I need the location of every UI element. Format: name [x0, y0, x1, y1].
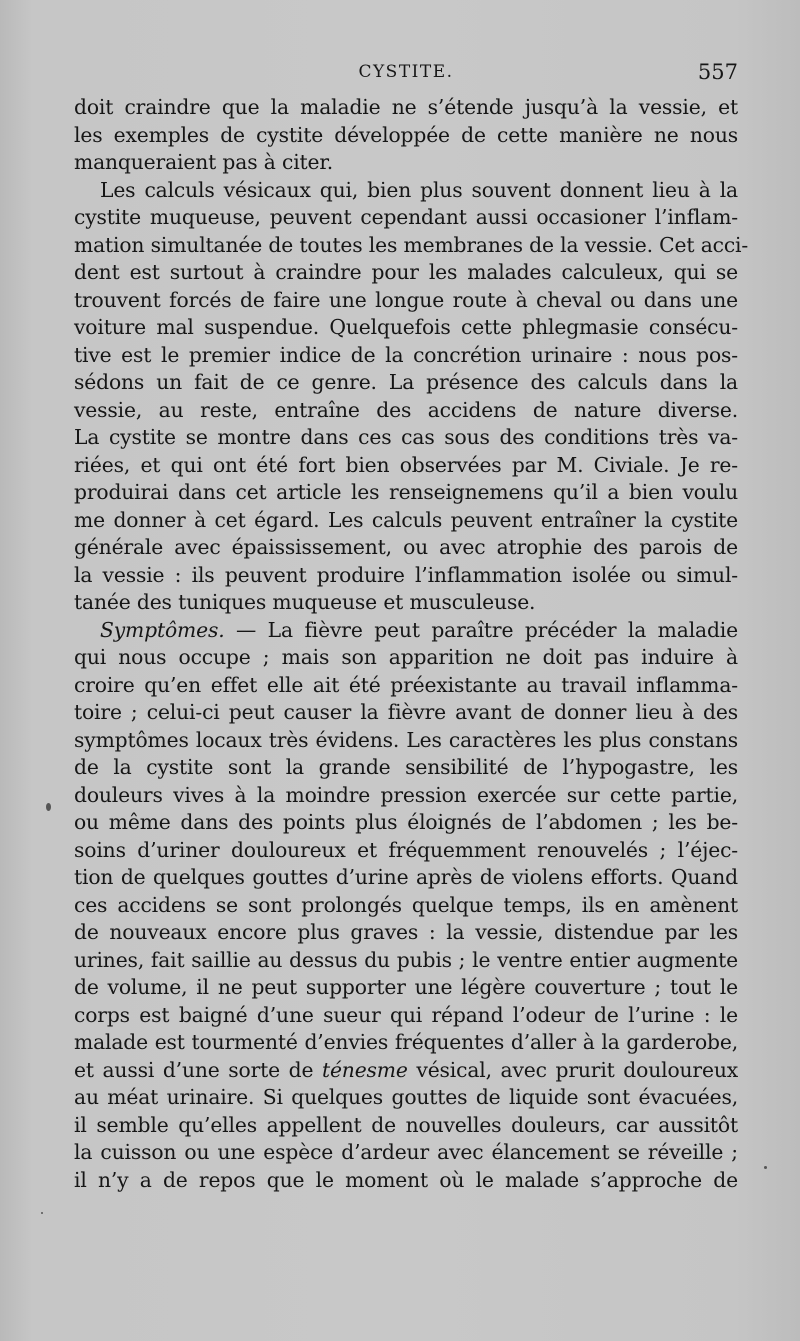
- text-line: il semble qu’elles appellent de nouvelles douleurs, car aussitôt: [74, 1112, 738, 1137]
- text-line: La cystite se montre dans ces cas sous des conditions très va-: [74, 425, 738, 449]
- text-line: malade est tourmenté d’envies fréquentes d’aller à la garderobe,: [74, 1030, 738, 1054]
- text-line: doit craindre que la maladie ne s’étende jusqu’à la vessie, et: [74, 95, 738, 119]
- text-line: manqueraient pas à citer.: [74, 150, 333, 174]
- text-line: soins d’uriner douloureux et fréquemment renouvelés ; l’éjec-: [74, 837, 738, 862]
- text-line: les exemples de cystite développée de cette manière ne nous: [74, 122, 738, 147]
- text-line: voiture mal suspendue. Quelquefois cette phlegmasie consécu-: [74, 315, 738, 339]
- text-line: ces accidens se sont prolongés quelque temps, ils en amènent: [74, 892, 738, 917]
- text-line: tion de quelques gouttes d’urine après de violens efforts. Quand: [74, 865, 738, 889]
- text-line: la cuisson ou une espèce d’ardeur avec élancement se réveille ;: [74, 1140, 738, 1164]
- text-line: toire ; celui-ci peut causer la fièvre avant de donner lieu à des: [74, 700, 738, 724]
- text-line: sédons un fait de ce genre. La présence des calculs dans la: [74, 370, 738, 394]
- text-line: trouvent forcés de faire une longue route à cheval ou dans une: [74, 287, 738, 312]
- text-line-rest: — La fièvre peut paraître précéder la maladie: [236, 617, 738, 642]
- page-number: 557: [697, 60, 738, 84]
- text-line: au méat urinaire. Si quelques gouttes de liquide sont évacuées,: [74, 1085, 738, 1109]
- text-line-end: vésical, avec prurit douloureux: [416, 1057, 739, 1082]
- text-line: de la cystite sont la grande sensibilité de l’hypogastre, les: [74, 755, 738, 779]
- text-line: riées, et qui ont été fort bien observées par M. Civiale. Je re-: [74, 452, 738, 477]
- body-text: [74, 94, 749, 1194]
- text-line: de nouveaux encore plus graves : la vessie, distendue par les: [74, 920, 738, 944]
- paper-speck: [41, 1212, 43, 1214]
- text-line: produirai dans cet article les renseignemens qu’il a bien voulu: [74, 480, 738, 504]
- text-line: mation simultanée de toutes les membranes de la vessie. Cet acci-: [74, 232, 749, 257]
- text-line: il n’y a de repos que le moment où le malade s’approche de: [74, 1167, 738, 1192]
- text-line: symptômes locaux très évidens. Les caractères les plus constans: [74, 727, 738, 752]
- text-line: croire qu’en effet elle ait été préexistante au travail inflamma-: [74, 672, 738, 697]
- page-header: [74, 60, 738, 88]
- text-line: urines, fait saillie au dessus du pubis ; le ventre entier augmente: [74, 947, 738, 972]
- text-line: me donner à cet égard. Les calculs peuvent entraîner la cystite: [74, 507, 738, 532]
- text-line: [74, 617, 738, 645]
- text-line: vessie, au reste, entraîne des accidens de nature diverse.: [74, 397, 738, 422]
- italic-term-tenesme: ténesme: [321, 1057, 408, 1082]
- text-line: corps est baigné d’une sueur qui répand l’odeur de l’urine : le: [74, 1002, 738, 1027]
- text-line: générale avec épaississement, ou avec atrophie des parois de: [74, 535, 738, 559]
- paper-speck: [46, 803, 51, 811]
- text-line: qui nous occupe ; mais son apparition ne doit pas induire à: [74, 645, 738, 669]
- text-line-start: et aussi d’une sorte de: [74, 1057, 314, 1082]
- text-line: dent est surtout à craindre pour les malades calculeux, qui se: [74, 260, 738, 284]
- text-line: ou même dans des points plus éloignés de l’abdomen ; les be-: [74, 810, 738, 834]
- text-line: cystite muqueuse, peuvent cependant aussi occasioner l’inflam-: [74, 205, 738, 229]
- text-line: tive est le premier indice de la concrétion urinaire : nous pos-: [74, 342, 738, 367]
- text-line: [74, 1057, 738, 1085]
- text-line: de volume, il ne peut supporter une légère couverture ; tout le: [74, 975, 738, 999]
- running-title: CYSTITE.: [358, 62, 454, 82]
- section-heading-symptomes: Symptômes.: [100, 617, 225, 642]
- paper-speck: [764, 1166, 767, 1169]
- text-line: la vessie : ils peuvent produire l’inflammation isolée ou simul-: [74, 562, 738, 587]
- text-line: douleurs vives à la moindre pression exercée sur cette partie,: [74, 782, 738, 807]
- text-line: tanée des tuniques muqueuse et musculeuse.: [74, 590, 536, 614]
- text-line: Les calculs vésicaux qui, bien plus souvent donnent lieu à la: [100, 177, 738, 202]
